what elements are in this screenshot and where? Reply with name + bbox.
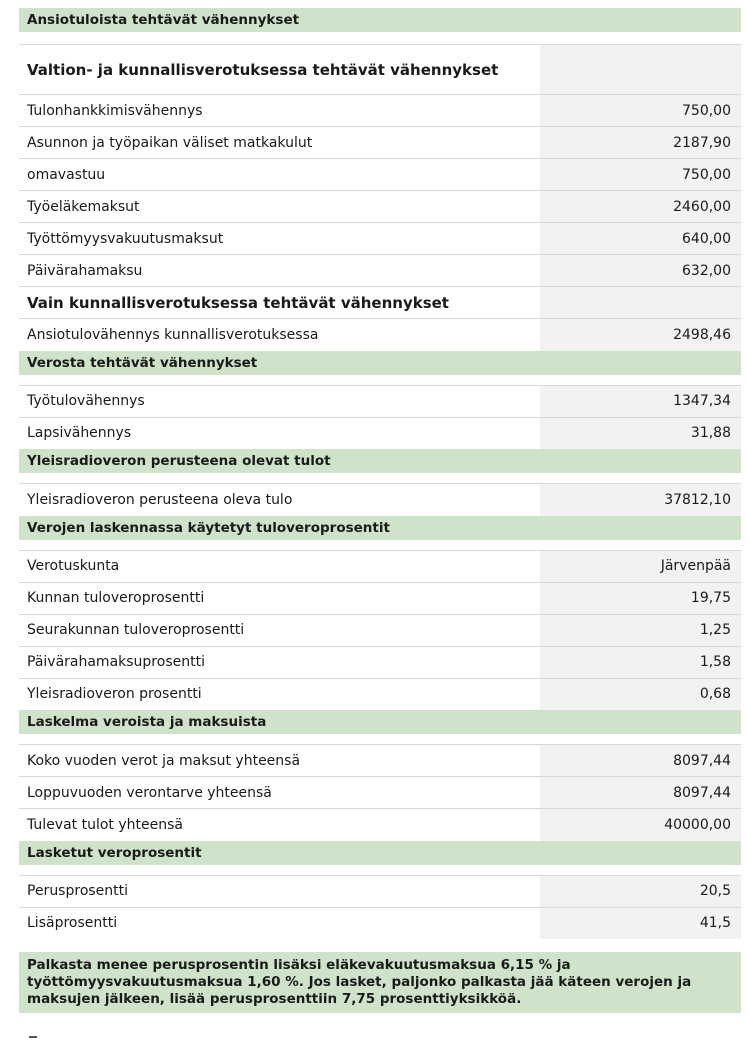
row-label: Työtulovähennys	[19, 385, 540, 417]
row-value: 0,68	[540, 678, 741, 710]
row-value: 632,00	[540, 255, 741, 287]
subheading-valtion-kunnallis: Valtion- ja kunnallisverotuksessa tehtävät vähennykset	[19, 45, 540, 95]
section-header-lasketut: Lasketut veroprosentit	[19, 841, 741, 865]
table-row	[19, 191, 741, 223]
lasketut-table	[19, 875, 741, 940]
row-value: 19,75	[540, 582, 741, 614]
row-value: 640,00	[540, 223, 741, 255]
row-value: 2498,46	[540, 319, 741, 351]
row-value: 41,5	[540, 907, 741, 939]
row-value: 37812,10	[540, 484, 741, 516]
yleisradio-table	[19, 483, 741, 516]
row-label: Ansiotulovähennys kunnallisverotuksessa	[19, 319, 540, 351]
tax-summary	[19, 8, 741, 1013]
row-value: 8097,44	[540, 777, 741, 809]
row-value: Järvenpää	[540, 550, 741, 582]
cut-off-glyph	[29, 1036, 37, 1038]
prosentit-table	[19, 550, 741, 711]
row-label: Loppuvuoden verontarve yhteensä	[19, 777, 540, 809]
table-row	[19, 777, 741, 809]
row-value: 2187,90	[540, 127, 741, 159]
section-header-ansiotulo: Ansiotuloista tehtävät vähennykset	[19, 8, 741, 32]
row-value: 1,25	[540, 614, 741, 646]
row-label: Tulevat tulot yhteensä	[19, 809, 540, 841]
table-row	[19, 646, 741, 678]
info-note: Palkasta menee perusprosentin lisäksi eläkevakuutusmaksua 6,15 % ja työttömyysvakuutusmaksua 1,60 %. Jos lasket, paljonko palkasta jää käteen verojen ja maksujen jälkeen, lisää perusprosenttiin 7,75 prosenttiyksikköä.	[19, 952, 741, 1013]
row-label: Koko vuoden verot ja maksut yhteensä	[19, 745, 540, 777]
row-label: omavastuu	[19, 159, 540, 191]
row-label: Verotuskunta	[19, 550, 540, 582]
row-label: Seurakunnan tuloveroprosentti	[19, 614, 540, 646]
row-label: Päivärahamaksu	[19, 255, 540, 287]
row-value: 750,00	[540, 95, 741, 127]
table-row	[19, 159, 741, 191]
table-row	[19, 223, 741, 255]
verosta-table	[19, 385, 741, 450]
subheading-value-empty	[540, 287, 741, 319]
section-header-verosta: Verosta tehtävät vähennykset	[19, 351, 741, 375]
row-value: 1347,34	[540, 385, 741, 417]
row-label: Lapsivähennys	[19, 417, 540, 449]
row-label: Asunnon ja työpaikan väliset matkakulut	[19, 127, 540, 159]
row-label: Lisäprosentti	[19, 907, 540, 939]
ansiotulo-table	[19, 44, 741, 351]
table-row	[19, 484, 741, 516]
row-label: Työttömyysvakuutusmaksut	[19, 223, 540, 255]
table-row	[19, 875, 741, 907]
row-value: 2460,00	[540, 191, 741, 223]
table-row	[19, 417, 741, 449]
row-label: Perusprosentti	[19, 875, 540, 907]
table-row	[19, 319, 741, 351]
table-row	[19, 95, 741, 127]
section-header-yleisradio: Yleisradioveron perusteena olevat tulot	[19, 449, 741, 473]
table-row	[19, 582, 741, 614]
subheading-row	[19, 287, 741, 319]
table-row	[19, 907, 741, 939]
row-value: 1,58	[540, 646, 741, 678]
row-label: Tulonhankkimisvähennys	[19, 95, 540, 127]
row-value: 31,88	[540, 417, 741, 449]
table-row	[19, 127, 741, 159]
section-header-prosentit: Verojen laskennassa käytetyt tuloveroprosentit	[19, 516, 741, 540]
row-label: Yleisradioveron perusteena oleva tulo	[19, 484, 540, 516]
row-label: Päivärahamaksuprosentti	[19, 646, 540, 678]
row-label: Kunnan tuloveroprosentti	[19, 582, 540, 614]
row-value: 750,00	[540, 159, 741, 191]
laskelma-table	[19, 744, 741, 841]
subheading-value-empty	[540, 45, 741, 95]
row-label: Työeläkemaksut	[19, 191, 540, 223]
row-label: Yleisradioveron prosentti	[19, 678, 540, 710]
table-row	[19, 255, 741, 287]
table-row	[19, 678, 741, 710]
subheading-kunnallis: Vain kunnallisverotuksessa tehtävät vähennykset	[19, 287, 540, 319]
table-row	[19, 550, 741, 582]
row-value: 8097,44	[540, 745, 741, 777]
subheading-row	[19, 45, 741, 95]
table-row	[19, 745, 741, 777]
table-row	[19, 614, 741, 646]
row-value: 20,5	[540, 875, 741, 907]
table-row	[19, 385, 741, 417]
section-header-laskelma: Laskelma veroista ja maksuista	[19, 710, 741, 734]
table-row	[19, 809, 741, 841]
row-value: 40000,00	[540, 809, 741, 841]
